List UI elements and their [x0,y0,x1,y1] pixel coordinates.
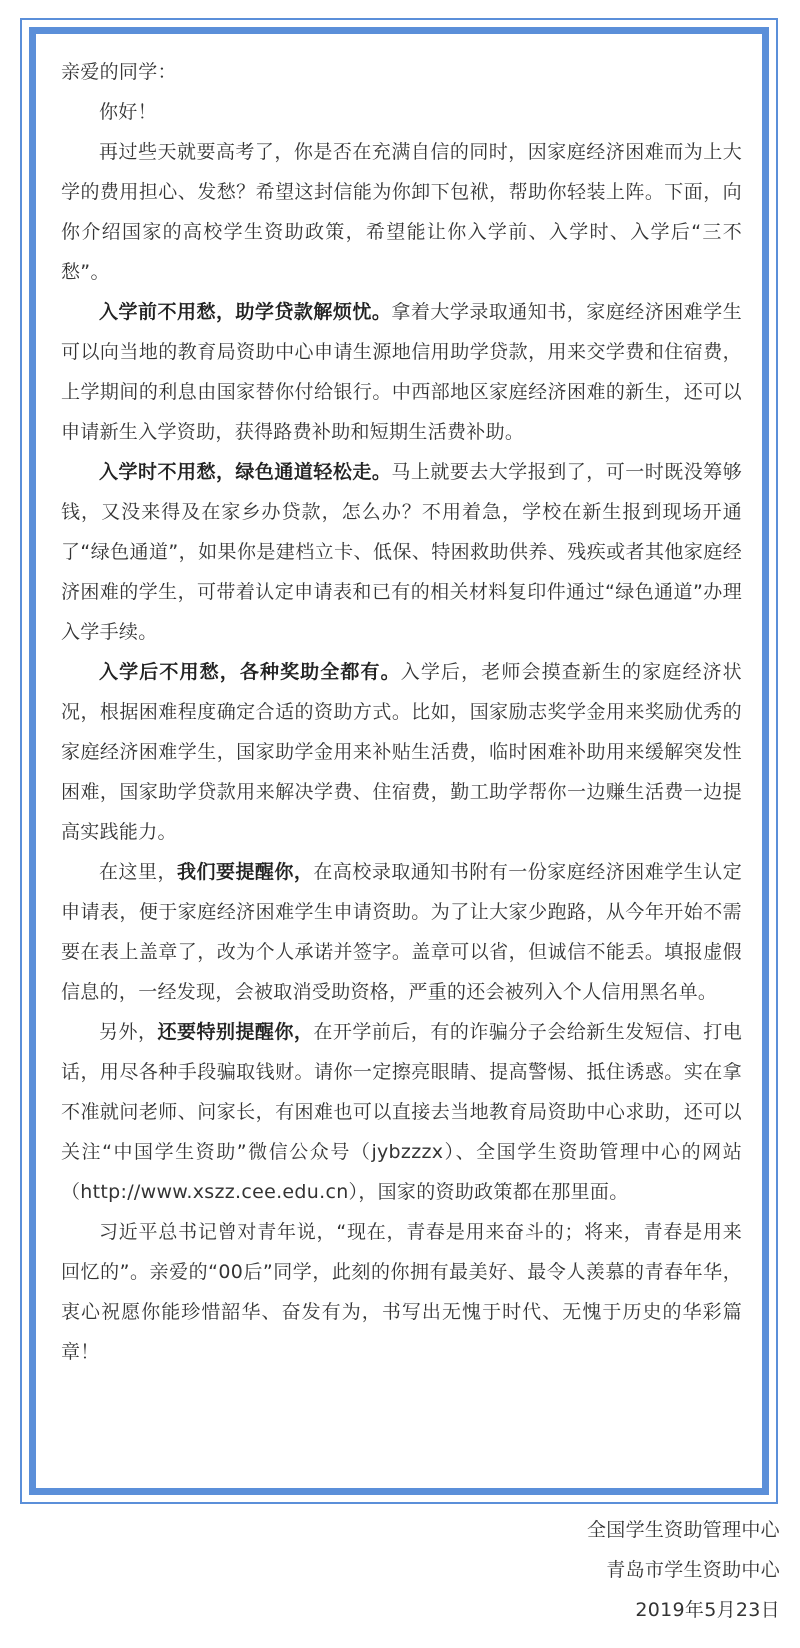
signature-org-national: 全国学生资助管理中心 [586,1519,780,1541]
paragraph-heading: 入学时不用愁，绿色通道轻松走。 [99,461,392,483]
letter-frame-inner [29,27,769,1495]
paragraph-prefix: 在这里， [99,861,177,883]
paragraph-heading: 还要特别提醒你， [157,1021,314,1043]
paragraph-intro [61,132,742,292]
paragraph-heading: 入学后不用愁，各种奖助全都有。 [99,661,401,683]
paragraph-text: 在高校录取通知书附有一份家庭经济困难学生认定申请表，便于家庭经济困难学生申请资助。为了让大家少跑路，从今年开始不需要在表上盖章了，改为个人承诺并签字。盖章可以省，但诚信不能丢。填报虚假信息的，一经发现，会被取消受助资格，严重的还会被列入个人信用黑名单。 [61,861,742,1003]
signature-block [587,1510,780,1630]
paragraph-during-enrollment [61,452,742,652]
paragraph-fraud-warning [61,1012,742,1212]
paragraph-prefix: 另外， [99,1021,158,1043]
paragraph-before-enrollment [61,292,742,452]
paragraph-heading: 我们要提醒你， [176,861,314,883]
letter-frame-outer [20,18,778,1504]
letter-salutation: 亲爱的同学： [61,61,177,83]
letter-greeting: 你好！ [99,101,157,123]
paragraph-text: 在开学前后，有的诈骗分子会给新生发短信、打电话，用尽各种手段骗取钱财。请你一定擦亮眼睛、提高警惕、抵住诱惑。实在拿不准就问老师、问家长，有困难也可以直接去当地教育局资助中心求助，还可以关注“中国学生资助”微信公众号（jybzzzx）、全国学生资助管理中心的网站（http://www.xszz.cee.edu.cn），国家的资助政策都在那里面。 [61,1021,742,1203]
paragraph-reminder [61,852,742,1012]
paragraph-text: 拿着大学录取通知书，家庭经济困难学生可以向当地的教育局资助中心申请生源地信用助学贷款，用来交学费和住宿费，上学期间的利息由国家替你付给银行。中西部地区家庭经济困难的新生，还可以申请新生入学资助，获得路费补助和短期生活费补助。 [61,301,742,443]
paragraph-closing [61,1212,742,1372]
paragraph-after-enrollment [61,652,742,852]
paragraph-text: 马上就要去大学报到了，可一时既没筹够钱，又没来得及在家乡办贷款，怎么办？不用着急，学校在新生报到现场开通了“绿色通道”，如果你是建档立卡、低保、特困救助供养、残疾或者其他家庭经济困难的学生，可带着认定申请表和已有的相关材料复印件通过“绿色通道”办理入学手续。 [61,461,742,643]
paragraph-heading: 入学前不用愁，助学贷款解烦忧。 [99,301,392,323]
paragraph-text: 再过些天就要高考了，你是否在充满自信的同时，因家庭经济困难而为上大学的费用担心、发愁？希望这封信能为你卸下包袱，帮助你轻装上阵。下面，向你介绍国家的高校学生资助政策，希望能让你入学前、入学时、入学后“三不愁”。 [61,141,742,283]
signature-org-qingdao: 青岛市学生资助中心 [606,1559,780,1581]
paragraph-text: 入学后，老师会摸查新生的家庭经济状况，根据困难程度确定合适的资助方式。比如，国家励志奖学金用来奖励优秀的家庭经济困难学生，国家助学金用来补贴生活费，临时困难补助用来缓解突发性困难，国家助学贷款用来解决学费、住宿费，勤工助学帮你一边赚生活费一边提高实践能力。 [61,661,742,843]
signature-date: 2019年5月23日 [635,1599,780,1621]
paragraph-text: 习近平总书记曾对青年说，“现在，青春是用来奋斗的；将来，青春是用来回忆的”。亲爱的“00后”同学，此刻的你拥有最美好、最令人羡慕的青春年华，衷心祝愿你能珍惜韶华、奋发有为，书写出无愧于时代、无愧于历史的华彩篇章！ [61,1221,742,1363]
